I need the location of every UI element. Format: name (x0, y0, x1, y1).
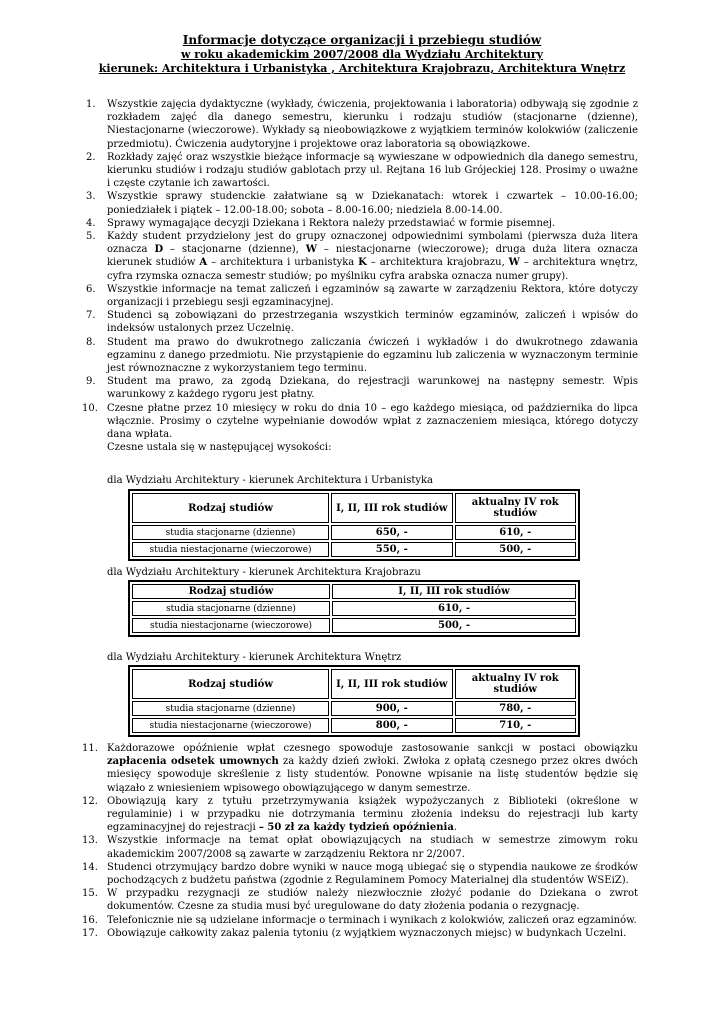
table-header-row (132, 669, 576, 699)
table-cell: studia niestacjonarne (wieczorowe) (132, 618, 330, 633)
table-row (132, 525, 576, 540)
list-item (82, 914, 638, 927)
item-bold-text: zapłacenia odsetek umownych (107, 756, 279, 768)
item-number: 15. (82, 888, 98, 900)
item-text: – stacjonarne (dzienne), (163, 244, 306, 256)
table-row (132, 618, 576, 633)
item-text: . (453, 822, 458, 834)
table-header-row (132, 493, 576, 523)
table-cell: 650, - (331, 525, 452, 540)
item-number: 13. (82, 835, 98, 847)
item-text: za każdy dzień zwłoki. Zwłoka z opłatą czesnego przez okres dwóch miesięcy spowoduje skreślenie z listy studentów. Ponowne wpisanie na listę studentów będzie się wiązało z wniesieniem wpisowego obowiązującego w danym semestrze. (107, 756, 638, 794)
item-number: 7. (86, 310, 96, 322)
column-header: Rodzaj studiów (132, 493, 329, 523)
table-header-row (132, 584, 576, 599)
item-text: W przypadku rezygnacji ze studiów należy niezwłocznie złożyć podanie do Dziekana o zwrot dokumentów. Czesne za studia musi być uregulowane do daty złożenia podania o rezygnację. (107, 888, 638, 913)
list-item (86, 190, 638, 216)
column-header: I, II, III rok studiów (332, 584, 576, 599)
faculty-line: kierunek: Architektura i Urbanistyka , Architektura Krajobrazu, Architektura Wnętrz (98, 62, 626, 75)
table-cell: studia stacjonarne (dzienne) (132, 601, 330, 616)
column-header: Rodzaj studiów (132, 584, 330, 599)
item-text: Wszystkie informacje na temat opłat obowiązujących na studiach w semestrze zimowym roku akademickim 2007/2008 są zawarte w zarządzeniu Rektora nr 2/2007. (107, 835, 638, 860)
item-number: 2. (86, 151, 96, 163)
item-text: – architektura wnętrz, cyfra rzymska oznacza semestr studiów; po myślniku cyfra arabska oznacza numer grupy). (107, 257, 638, 282)
item-number: 11. (82, 743, 98, 754)
list-item (86, 309, 638, 335)
item-text: Studenci są zobowiązani do przestrzegania wszystkich terminów egzaminów, zaliczeń i wpisów do indeksów ustalonych przez Uczelnię. (107, 310, 638, 335)
list-item (86, 98, 638, 151)
table-label: dla Wydziału Architektury - kierunek Architektura i Urbanistyka (107, 475, 434, 486)
item-text: Każdorazowe opóźnienie wpłat czesnego spowoduje zastosowanie sankcji w postaci obowiązku (107, 743, 638, 754)
item-number: 9. (86, 376, 96, 388)
item-number: 8. (86, 336, 96, 348)
item-text: Sprawy wymagające decyzji Dziekana i Rektora należy przedstawiać w formie pisemnej. (107, 217, 556, 229)
item-text: Studenci otrzymujący bardzo dobre wyniki w nauce mogą ubiegać się o stypendia naukowe ze środków pochodzących z budżetu państwa (zgodnie z Regulaminem Pomocy Materialnej dla studentów WSEiZ). (107, 861, 638, 887)
item-number: 17. (82, 927, 98, 939)
rules-list-part-2 (82, 742, 638, 940)
table-cell: 550, - (331, 542, 452, 557)
table-label: dla Wydziału Architektury - kierunek Architektura Krajobrazu (107, 567, 421, 578)
table-cell: 610, - (332, 601, 576, 616)
fee-table-wnetrza (128, 665, 580, 737)
list-item (82, 834, 638, 860)
item-number: 5. (86, 231, 96, 243)
item-number: 12. (82, 795, 98, 807)
item-text: Wszystkie sprawy studenckie załatwiane są w Dziekanatach: wtorek i czwartek – 10.00-16.00; poniedziałek i piątek – 12.00-18.00; sobota – 8.00-16.00; niedziela 8.00-14.00. (107, 191, 638, 216)
page-subtitle: w roku akademickim 2007/2008 dla Wydziału Architektury (180, 48, 544, 61)
symbol-a: A (199, 257, 208, 269)
item-text: Każdy student przydzielony jest do grupy oznaczonej odpowiednimi symbolami (pierwsza duża litera oznacza (107, 231, 638, 256)
fee-intro (86, 441, 638, 454)
column-header: Rodzaj studiów (132, 669, 329, 699)
item-number: 6. (86, 283, 96, 295)
symbol-w: W (305, 244, 317, 256)
symbol-k: K (358, 257, 367, 269)
table-row (132, 718, 576, 733)
item-text: Wszystkie zajęcia dydaktyczne (wykłady, ćwiczenia, projektowania i laboratoria) odbywają się zgodnie z rozkładem zajęć dla danego semestru, kierunku i rodzaju studiów (stacjonarne (dzienne), Niestacjonarne (wieczorowe). Wykłady są nieobowiązkowe z wyjątkiem terminów kolokwiów (zaliczenie przedmiotu). Ćwiczenia audytoryjne i projektowe oraz laboratoria są obowiązkowe. (107, 99, 638, 150)
table-cell: studia stacjonarne (dzienne) (132, 701, 329, 716)
list-item (86, 151, 638, 191)
item-text: Student ma prawo do dwukrotnego zaliczania ćwiczeń i wykładów i do dwukrotnego zdawania egzaminu z danego przedmiotu. Nie przystąpienie do egzaminu lub zaliczenia w wyznaczonym terminie jest równoznaczne z wykorzystaniem tego terminu. (107, 336, 638, 375)
item-text: Rozkłady zajęć oraz wszystkie bieżące informacje są wywieszane w odpowiednich dla danego semestru, kierunku studiów i rodzaju studiów gablotach przy ul. Rejtana 16 lub Grójeckiej 128. Prosimy o uważne i częste czytanie ich zawartości. (107, 151, 638, 190)
list-item (86, 230, 638, 283)
item-number: 3. (86, 191, 96, 203)
table-cell: studia niestacjonarne (wieczorowe) (132, 718, 329, 733)
list-item (82, 742, 638, 795)
list-item (86, 375, 638, 401)
item-number: 1. (86, 99, 96, 110)
table-label: dla Wydziału Architektury - kierunek Architektura Wnętrz (107, 652, 402, 663)
item-text: Telefonicznie nie są udzielane informacje o terminach i wynikach z kolokwiów, zaliczeń oraz egzaminów. (107, 914, 637, 926)
table-cell: 610, - (455, 525, 577, 540)
table-row (132, 701, 576, 716)
table-cell: 500, - (455, 542, 577, 557)
symbol-d: D (154, 244, 164, 256)
table-cell: 710, - (455, 718, 577, 733)
item-number: 16. (82, 914, 98, 926)
item-bold-text: – 50 zł za każdy tydzień opóźnienia (258, 822, 454, 834)
page-title: Informacje dotyczące organizacji i przebiegu studiów (182, 33, 542, 47)
column-header: I, II, III rok studiów (331, 493, 452, 523)
column-header: aktualny IV rok studiów (455, 669, 577, 699)
column-header: aktualny IV rok studiów (455, 493, 577, 523)
list-item (82, 402, 638, 442)
column-header: I, II, III rok studiów (331, 669, 452, 699)
item-number: 10. (82, 402, 98, 414)
list-item (82, 887, 638, 913)
item-text: – architektura i urbanistyka (207, 257, 359, 269)
list-item (82, 795, 638, 835)
rules-list-part-1 (82, 98, 639, 454)
table-cell: 800, - (331, 718, 452, 733)
symbol-w: W (508, 257, 520, 269)
list-item (82, 927, 638, 940)
item-number: 14. (82, 861, 98, 873)
item-text: Czesne płatne przez 10 miesięcy w roku do dnia 10 – ego każdego miesiąca, od października do lipca włącznie. Prosimy o czytelne wypełnianie dowodów wpłat z zaznaczeniem miesiąca, którego dotyczy dana wpłata. (107, 402, 638, 441)
item-text: Wszystkie informacje na temat zaliczeń i egzaminów są zawarte w zarządzeniu Rektora, które dotyczy organizacji i przebiegu sesji egzaminacyjnej. (107, 283, 638, 309)
table-row (132, 542, 576, 557)
table-cell: studia niestacjonarne (wieczorowe) (132, 542, 329, 557)
table-cell: 900, - (331, 701, 452, 716)
table-cell: 780, - (455, 701, 577, 716)
list-item (86, 336, 638, 376)
table-cell: studia stacjonarne (dzienne) (132, 525, 329, 540)
fee-table-krajobraz (128, 580, 580, 637)
list-item (86, 283, 638, 309)
item-text: – architektura krajobrazu, (366, 257, 509, 269)
fee-table-urbanistyka (128, 489, 580, 561)
list-item (86, 217, 638, 230)
fee-intro-text: Czesne ustala się w następującej wysokości: (107, 442, 332, 454)
item-text: Obowiązują kary z tytułu przetrzymywania książek wypożyczanych z Biblioteki (określone w regulaminie) i w przypadku nie dotrzymania terminu złożenia indeksu do rejestracji lub karty egzaminacyjnej do rejestracji (107, 795, 638, 834)
item-number: 4. (86, 217, 96, 229)
table-cell: 500, - (332, 618, 576, 633)
table-row (132, 601, 576, 616)
item-text: Student ma prawo, za zgodą Dziekana, do rejestracji warunkowej na następny semestr. Wpis warunkowy z każdego rygoru jest płatny. (107, 376, 638, 401)
list-item (82, 861, 638, 887)
item-text: – niestacjonarne (wieczorowe); druga duża litera oznacza kierunek studiów (107, 244, 639, 269)
item-text: Obowiązuje całkowity zakaz palenia tytoniu (z wyjątkiem wyznaczonych miejsc) w budynkach Uczelni. (107, 927, 627, 939)
